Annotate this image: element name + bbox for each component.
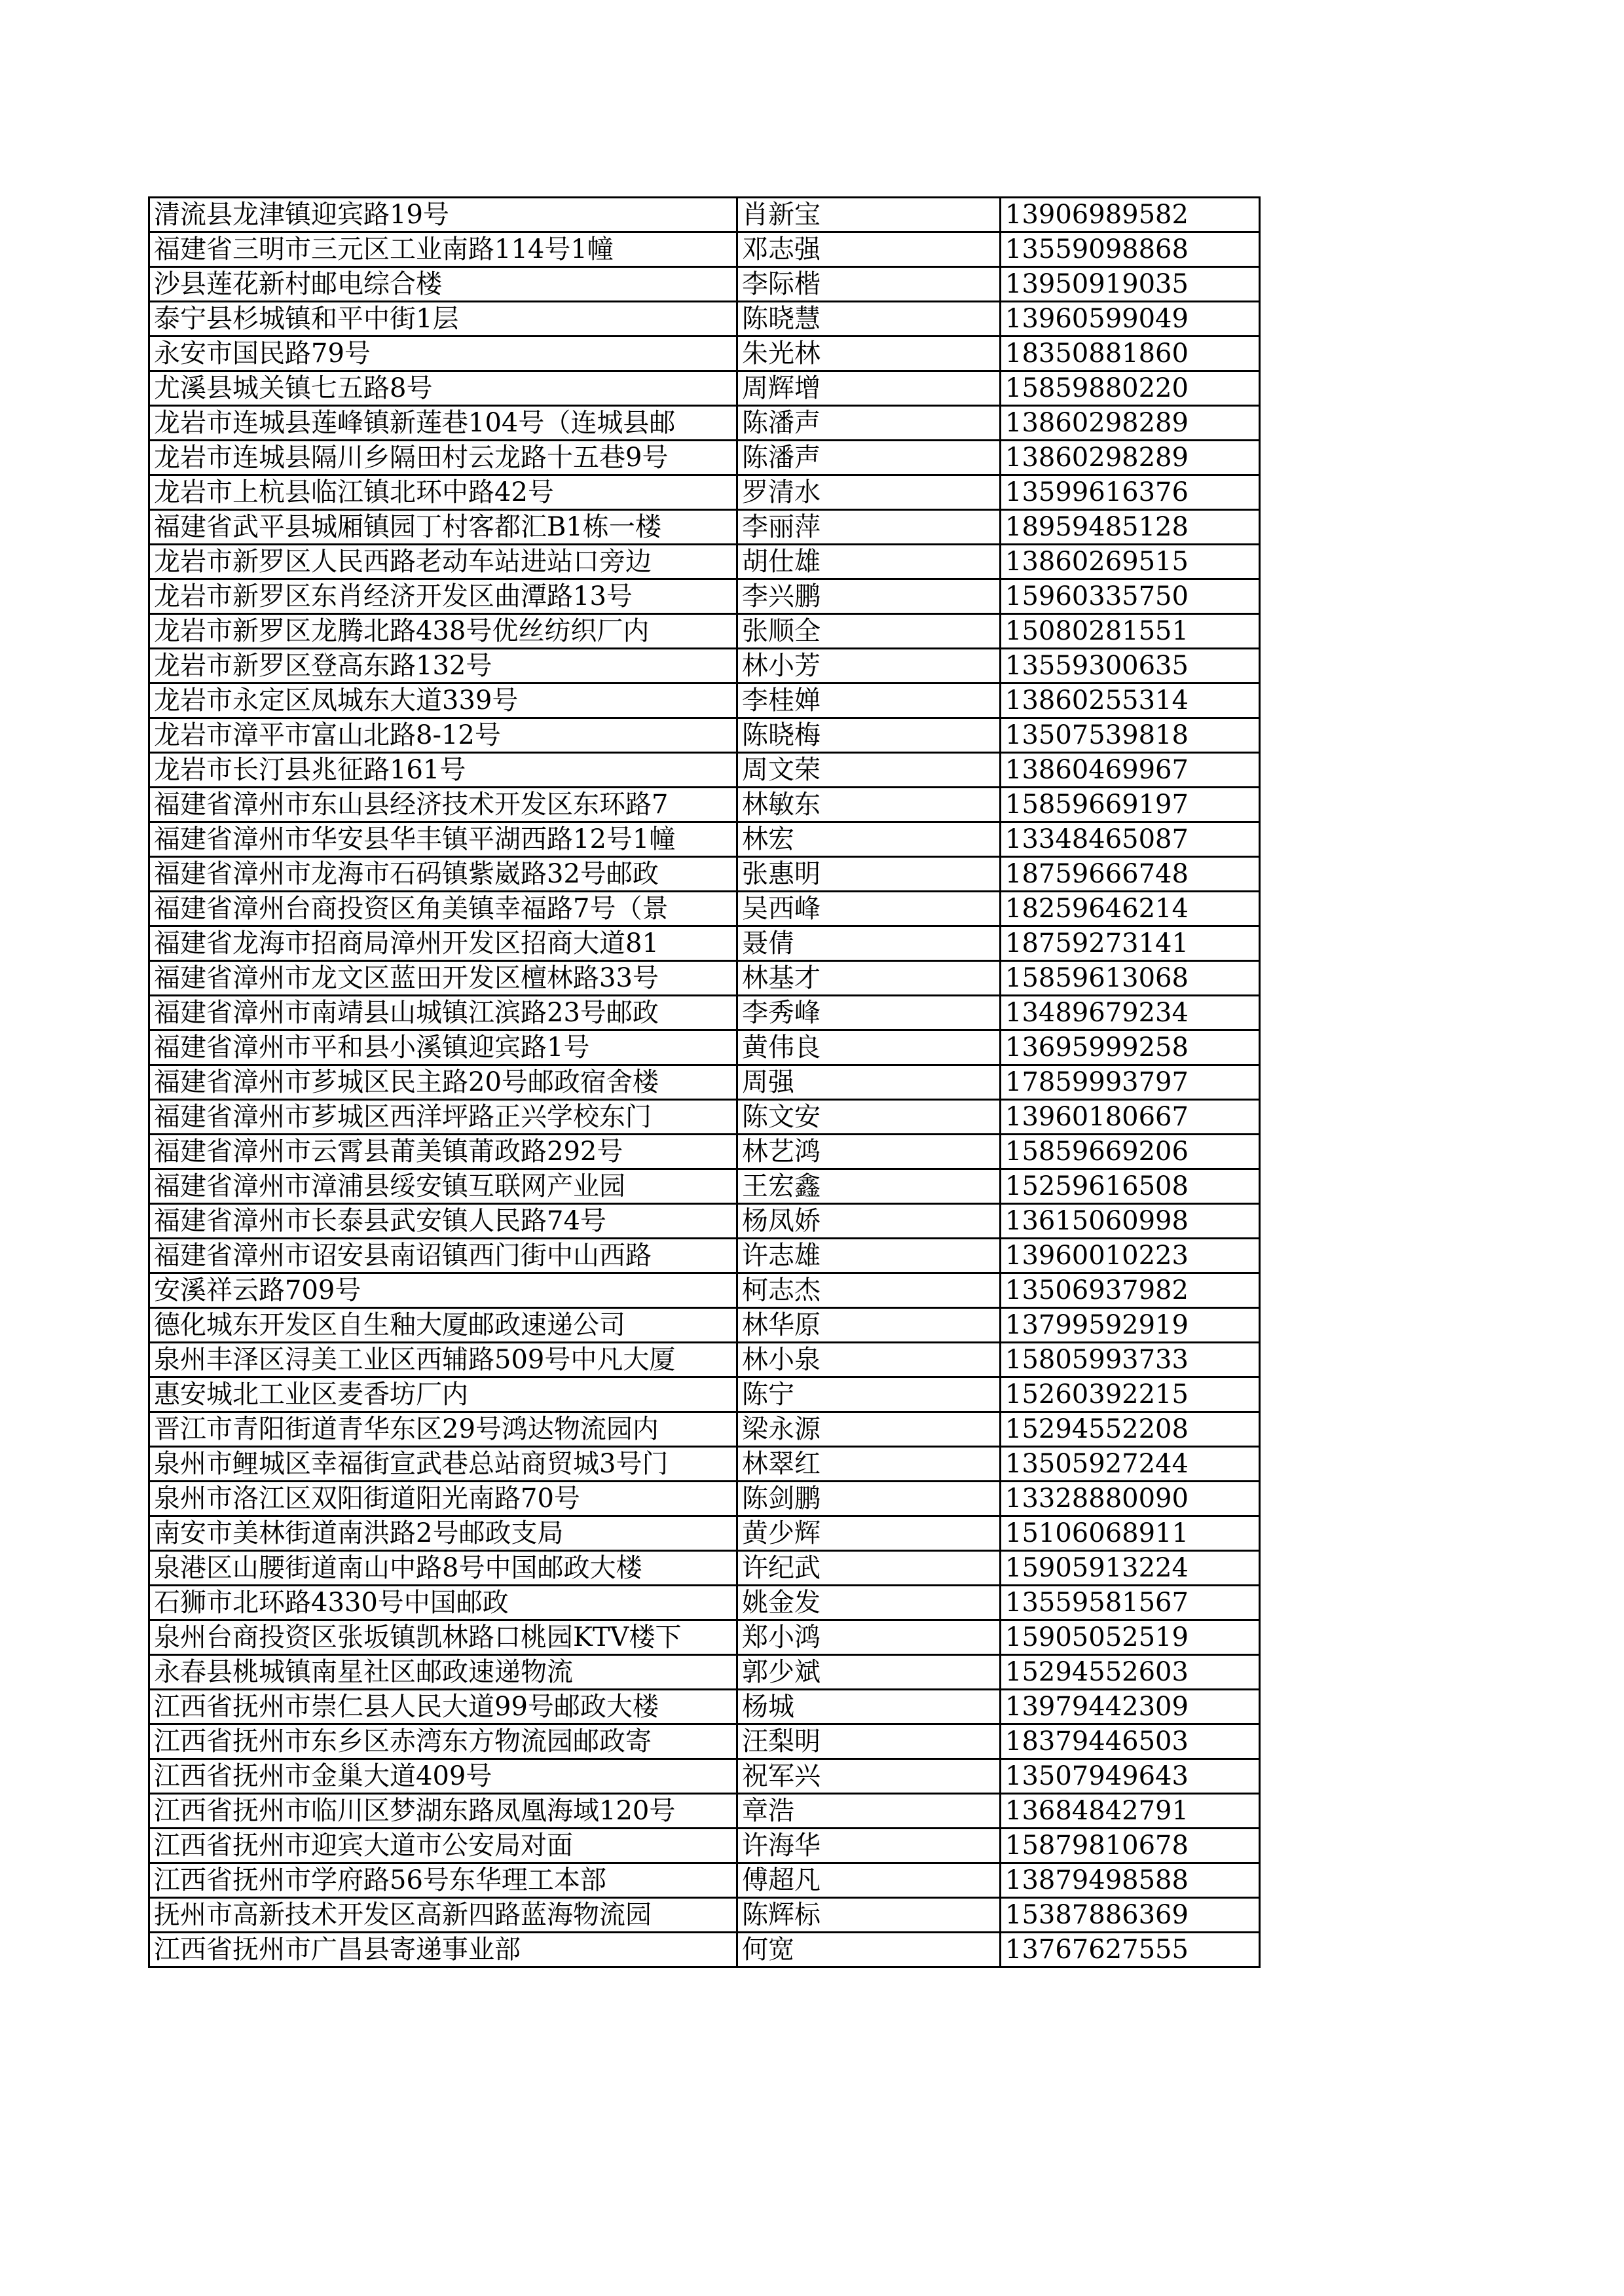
address-cell: 龙岩市长汀县兆征路161号 — [149, 753, 737, 788]
name-cell: 林翠红 — [737, 1447, 1001, 1482]
address-cell: 泉州丰泽区浔美工业区西辅路509号中凡大厦 — [149, 1343, 737, 1377]
contact-table — [148, 196, 1261, 1968]
name-cell: 陈晓慧 — [737, 302, 1001, 337]
table-row — [149, 1100, 1260, 1135]
name-cell: 许志雄 — [737, 1239, 1001, 1273]
table-row — [149, 649, 1260, 683]
name-cell: 陈宁 — [737, 1377, 1001, 1412]
phone-cell: 13559098868 — [1001, 232, 1260, 267]
phone-cell: 13559300635 — [1001, 649, 1260, 683]
phone-cell: 13767627555 — [1001, 1933, 1260, 1967]
table-row — [149, 232, 1260, 267]
address-cell: 江西省抚州市学府路56号东华理工本部 — [149, 1863, 737, 1898]
name-cell: 汪梨明 — [737, 1724, 1001, 1759]
table-row — [149, 1343, 1260, 1377]
name-cell: 陈潘声 — [737, 441, 1001, 475]
address-cell: 泉州市洛江区双阳街道阳光南路70号 — [149, 1482, 737, 1516]
phone-cell: 18350881860 — [1001, 337, 1260, 371]
phone-cell: 13860255314 — [1001, 683, 1260, 718]
table-row — [149, 1655, 1260, 1690]
address-cell: 福建省三明市三元区工业南路114号1幢 — [149, 232, 737, 267]
name-cell: 祝军兴 — [737, 1759, 1001, 1794]
address-cell: 福建省漳州市长泰县武安镇人民路74号 — [149, 1204, 737, 1239]
address-cell: 福建省漳州市华安县华丰镇平湖西路12号1幢 — [149, 822, 737, 857]
phone-cell: 15294552603 — [1001, 1655, 1260, 1690]
phone-cell: 15859880220 — [1001, 371, 1260, 406]
table-row — [149, 822, 1260, 857]
address-cell: 沙县莲花新村邮电综合楼 — [149, 267, 737, 302]
address-cell: 福建省漳州市龙海市石码镇紫崴路32号邮政 — [149, 857, 737, 892]
address-cell: 永安市国民路79号 — [149, 337, 737, 371]
table-row — [149, 1586, 1260, 1620]
address-cell: 惠安城北工业区麦香坊厂内 — [149, 1377, 737, 1412]
name-cell: 吴西峰 — [737, 892, 1001, 926]
table-body — [149, 198, 1260, 1967]
name-cell: 黄少辉 — [737, 1516, 1001, 1551]
table-row — [149, 1863, 1260, 1898]
address-cell: 石狮市北环路4330号中国邮政 — [149, 1586, 737, 1620]
name-cell: 林小芳 — [737, 649, 1001, 683]
phone-cell: 13505927244 — [1001, 1447, 1260, 1482]
phone-cell: 13860298289 — [1001, 441, 1260, 475]
name-cell: 黄伟良 — [737, 1030, 1001, 1065]
address-cell: 泰宁县杉城镇和平中街1层 — [149, 302, 737, 337]
table-row — [149, 857, 1260, 892]
address-cell: 福建省漳州市东山县经济技术开发区东环路7 — [149, 788, 737, 822]
phone-cell: 18759273141 — [1001, 926, 1260, 961]
phone-cell: 15080281551 — [1001, 614, 1260, 649]
table-row — [149, 1308, 1260, 1343]
address-cell: 泉港区山腰街道南山中路8号中国邮政大楼 — [149, 1551, 737, 1586]
name-cell: 柯志杰 — [737, 1273, 1001, 1308]
name-cell: 许纪武 — [737, 1551, 1001, 1586]
phone-cell: 13507539818 — [1001, 718, 1260, 753]
phone-cell: 13860298289 — [1001, 406, 1260, 441]
table-row — [149, 1447, 1260, 1482]
phone-cell: 13507949643 — [1001, 1759, 1260, 1794]
table-row — [149, 302, 1260, 337]
phone-cell: 13599616376 — [1001, 475, 1260, 510]
phone-cell: 13615060998 — [1001, 1204, 1260, 1239]
table-row — [149, 683, 1260, 718]
name-cell: 罗清水 — [737, 475, 1001, 510]
name-cell: 周强 — [737, 1065, 1001, 1100]
table-row — [149, 1690, 1260, 1724]
address-cell: 泉州台商投资区张坂镇凯林路口桃园KTV楼下 — [149, 1620, 737, 1655]
name-cell: 章浩 — [737, 1794, 1001, 1829]
address-cell: 晋江市青阳街道青华东区29号鸿达物流园内 — [149, 1412, 737, 1447]
table-row — [149, 510, 1260, 545]
phone-cell: 15805993733 — [1001, 1343, 1260, 1377]
phone-cell: 15260392215 — [1001, 1377, 1260, 1412]
phone-cell: 13695999258 — [1001, 1030, 1260, 1065]
phone-cell: 13348465087 — [1001, 822, 1260, 857]
address-cell: 龙岩市永定区凤城东大道339号 — [149, 683, 737, 718]
name-cell: 林宏 — [737, 822, 1001, 857]
address-cell: 永春县桃城镇南星社区邮政速递物流 — [149, 1655, 737, 1690]
address-cell: 福建省漳州台商投资区角美镇幸福路7号（景 — [149, 892, 737, 926]
address-cell: 龙岩市连城县隔川乡隔田村云龙路十五巷9号 — [149, 441, 737, 475]
table-row — [149, 1065, 1260, 1100]
address-cell: 德化城东开发区自生釉大厦邮政速递公司 — [149, 1308, 737, 1343]
table-row — [149, 1620, 1260, 1655]
address-cell: 福建省漳州市南靖县山城镇江滨路23号邮政 — [149, 996, 737, 1030]
address-cell: 龙岩市新罗区人民西路老动车站进站口旁边 — [149, 545, 737, 579]
name-cell: 李兴鹏 — [737, 579, 1001, 614]
phone-cell: 15294552208 — [1001, 1412, 1260, 1447]
name-cell: 李丽萍 — [737, 510, 1001, 545]
name-cell: 朱光林 — [737, 337, 1001, 371]
table-row — [149, 961, 1260, 996]
phone-cell: 13860469967 — [1001, 753, 1260, 788]
address-cell: 福建省漳州市诏安县南诏镇西门街中山西路 — [149, 1239, 737, 1273]
table-row — [149, 579, 1260, 614]
table-row — [149, 926, 1260, 961]
phone-cell: 17859993797 — [1001, 1065, 1260, 1100]
table-row — [149, 1204, 1260, 1239]
address-cell: 福建省武平县城厢镇园丁村客都汇B1栋一楼 — [149, 510, 737, 545]
address-cell: 泉州市鲤城区幸福街宣武巷总站商贸城3号门 — [149, 1447, 737, 1482]
address-cell: 福建省漳州市芗城区西洋坪路正兴学校东门 — [149, 1100, 737, 1135]
table-row — [149, 753, 1260, 788]
phone-cell: 13860269515 — [1001, 545, 1260, 579]
name-cell: 陈晓梅 — [737, 718, 1001, 753]
phone-cell: 15905913224 — [1001, 1551, 1260, 1586]
table-row — [149, 441, 1260, 475]
name-cell: 陈辉标 — [737, 1898, 1001, 1933]
address-cell: 龙岩市新罗区龙腾北路438号优丝纺织厂内 — [149, 614, 737, 649]
name-cell: 周文荣 — [737, 753, 1001, 788]
name-cell: 李桂婵 — [737, 683, 1001, 718]
table-row — [149, 198, 1260, 232]
address-cell: 清流县龙津镇迎宾路19号 — [149, 198, 737, 232]
phone-cell: 18259646214 — [1001, 892, 1260, 926]
name-cell: 陈文安 — [737, 1100, 1001, 1135]
table-row — [149, 1135, 1260, 1169]
address-cell: 南安市美林街道南洪路2号邮政支局 — [149, 1516, 737, 1551]
name-cell: 胡仕雄 — [737, 545, 1001, 579]
phone-cell: 18959485128 — [1001, 510, 1260, 545]
name-cell: 聂倩 — [737, 926, 1001, 961]
name-cell: 郭少斌 — [737, 1655, 1001, 1690]
phone-cell: 15387886369 — [1001, 1898, 1260, 1933]
address-cell: 龙岩市上杭县临江镇北环中路42号 — [149, 475, 737, 510]
address-cell: 江西省抚州市崇仁县人民大道99号邮政大楼 — [149, 1690, 737, 1724]
table-row — [149, 892, 1260, 926]
table-row — [149, 614, 1260, 649]
address-cell: 江西省抚州市广昌县寄递事业部 — [149, 1933, 737, 1967]
phone-cell: 15259616508 — [1001, 1169, 1260, 1204]
table-row — [149, 545, 1260, 579]
phone-cell: 13879498588 — [1001, 1863, 1260, 1898]
phone-cell: 13799592919 — [1001, 1308, 1260, 1343]
address-cell: 福建省漳州市芗城区民主路20号邮政宿舍楼 — [149, 1065, 737, 1100]
name-cell: 林艺鸿 — [737, 1135, 1001, 1169]
name-cell: 林基才 — [737, 961, 1001, 996]
name-cell: 陈潘声 — [737, 406, 1001, 441]
phone-cell: 13489679234 — [1001, 996, 1260, 1030]
address-cell: 江西省抚州市东乡区赤湾东方物流园邮政寄 — [149, 1724, 737, 1759]
name-cell: 李秀峰 — [737, 996, 1001, 1030]
name-cell: 邓志强 — [737, 232, 1001, 267]
phone-cell: 13684842791 — [1001, 1794, 1260, 1829]
address-cell: 龙岩市漳平市富山北路8-12号 — [149, 718, 737, 753]
phone-cell: 13506937982 — [1001, 1273, 1260, 1308]
table-row — [149, 1169, 1260, 1204]
table-row — [149, 1030, 1260, 1065]
table-row — [149, 1516, 1260, 1551]
table-row — [149, 1898, 1260, 1933]
name-cell: 傅超凡 — [737, 1863, 1001, 1898]
phone-cell: 15905052519 — [1001, 1620, 1260, 1655]
name-cell: 王宏鑫 — [737, 1169, 1001, 1204]
phone-cell: 18759666748 — [1001, 857, 1260, 892]
table-row — [149, 1933, 1260, 1967]
phone-cell: 15960335750 — [1001, 579, 1260, 614]
phone-cell: 13960010223 — [1001, 1239, 1260, 1273]
table-row — [149, 1239, 1260, 1273]
address-cell: 抚州市高新技术开发区高新四路蓝海物流园 — [149, 1898, 737, 1933]
phone-cell: 13906989582 — [1001, 198, 1260, 232]
table-row — [149, 371, 1260, 406]
table-row — [149, 1724, 1260, 1759]
name-cell: 林敏东 — [737, 788, 1001, 822]
name-cell: 林小泉 — [737, 1343, 1001, 1377]
name-cell: 张惠明 — [737, 857, 1001, 892]
address-cell: 安溪祥云路709号 — [149, 1273, 737, 1308]
table-row — [149, 1829, 1260, 1863]
address-cell: 江西省抚州市临川区梦湖东路凤凰海域120号 — [149, 1794, 737, 1829]
name-cell: 肖新宝 — [737, 198, 1001, 232]
address-cell: 龙岩市连城县莲峰镇新莲巷104号（连城县邮 — [149, 406, 737, 441]
phone-cell: 18379446503 — [1001, 1724, 1260, 1759]
table-row — [149, 718, 1260, 753]
address-cell: 福建省漳州市漳浦县绥安镇互联网产业园 — [149, 1169, 737, 1204]
name-cell: 何宽 — [737, 1933, 1001, 1967]
phone-cell: 13328880090 — [1001, 1482, 1260, 1516]
phone-cell: 13979442309 — [1001, 1690, 1260, 1724]
phone-cell: 15879810678 — [1001, 1829, 1260, 1863]
name-cell: 郑小鸿 — [737, 1620, 1001, 1655]
table-row — [149, 337, 1260, 371]
name-cell: 林华原 — [737, 1308, 1001, 1343]
table-row — [149, 1377, 1260, 1412]
name-cell: 杨城 — [737, 1690, 1001, 1724]
address-cell: 福建省龙海市招商局漳州开发区招商大道81 — [149, 926, 737, 961]
phone-cell: 13960599049 — [1001, 302, 1260, 337]
phone-cell: 15859669206 — [1001, 1135, 1260, 1169]
phone-cell: 13950919035 — [1001, 267, 1260, 302]
address-cell: 龙岩市新罗区东肖经济开发区曲潭路13号 — [149, 579, 737, 614]
table-row — [149, 1551, 1260, 1586]
phone-cell: 13559581567 — [1001, 1586, 1260, 1620]
address-cell: 龙岩市新罗区登高东路132号 — [149, 649, 737, 683]
name-cell: 陈剑鹏 — [737, 1482, 1001, 1516]
name-cell: 周辉增 — [737, 371, 1001, 406]
name-cell: 杨凤娇 — [737, 1204, 1001, 1239]
table-row — [149, 406, 1260, 441]
name-cell: 李际楷 — [737, 267, 1001, 302]
name-cell: 姚金发 — [737, 1586, 1001, 1620]
phone-cell: 15106068911 — [1001, 1516, 1260, 1551]
phone-cell: 15859613068 — [1001, 961, 1260, 996]
address-cell: 福建省漳州市平和县小溪镇迎宾路1号 — [149, 1030, 737, 1065]
table-row — [149, 1794, 1260, 1829]
table-row — [149, 1482, 1260, 1516]
address-cell: 福建省漳州市云霄县莆美镇莆政路292号 — [149, 1135, 737, 1169]
address-cell: 江西省抚州市金巢大道409号 — [149, 1759, 737, 1794]
table-row — [149, 1759, 1260, 1794]
table-row — [149, 475, 1260, 510]
table-row — [149, 996, 1260, 1030]
table-row — [149, 788, 1260, 822]
phone-cell: 13960180667 — [1001, 1100, 1260, 1135]
address-cell: 江西省抚州市迎宾大道市公安局对面 — [149, 1829, 737, 1863]
name-cell: 梁永源 — [737, 1412, 1001, 1447]
name-cell: 许海华 — [737, 1829, 1001, 1863]
address-cell: 福建省漳州市龙文区蓝田开发区檀林路33号 — [149, 961, 737, 996]
table-row — [149, 267, 1260, 302]
address-cell: 尤溪县城关镇七五路8号 — [149, 371, 737, 406]
name-cell: 张顺全 — [737, 614, 1001, 649]
table-row — [149, 1412, 1260, 1447]
table-row — [149, 1273, 1260, 1308]
phone-cell: 15859669197 — [1001, 788, 1260, 822]
